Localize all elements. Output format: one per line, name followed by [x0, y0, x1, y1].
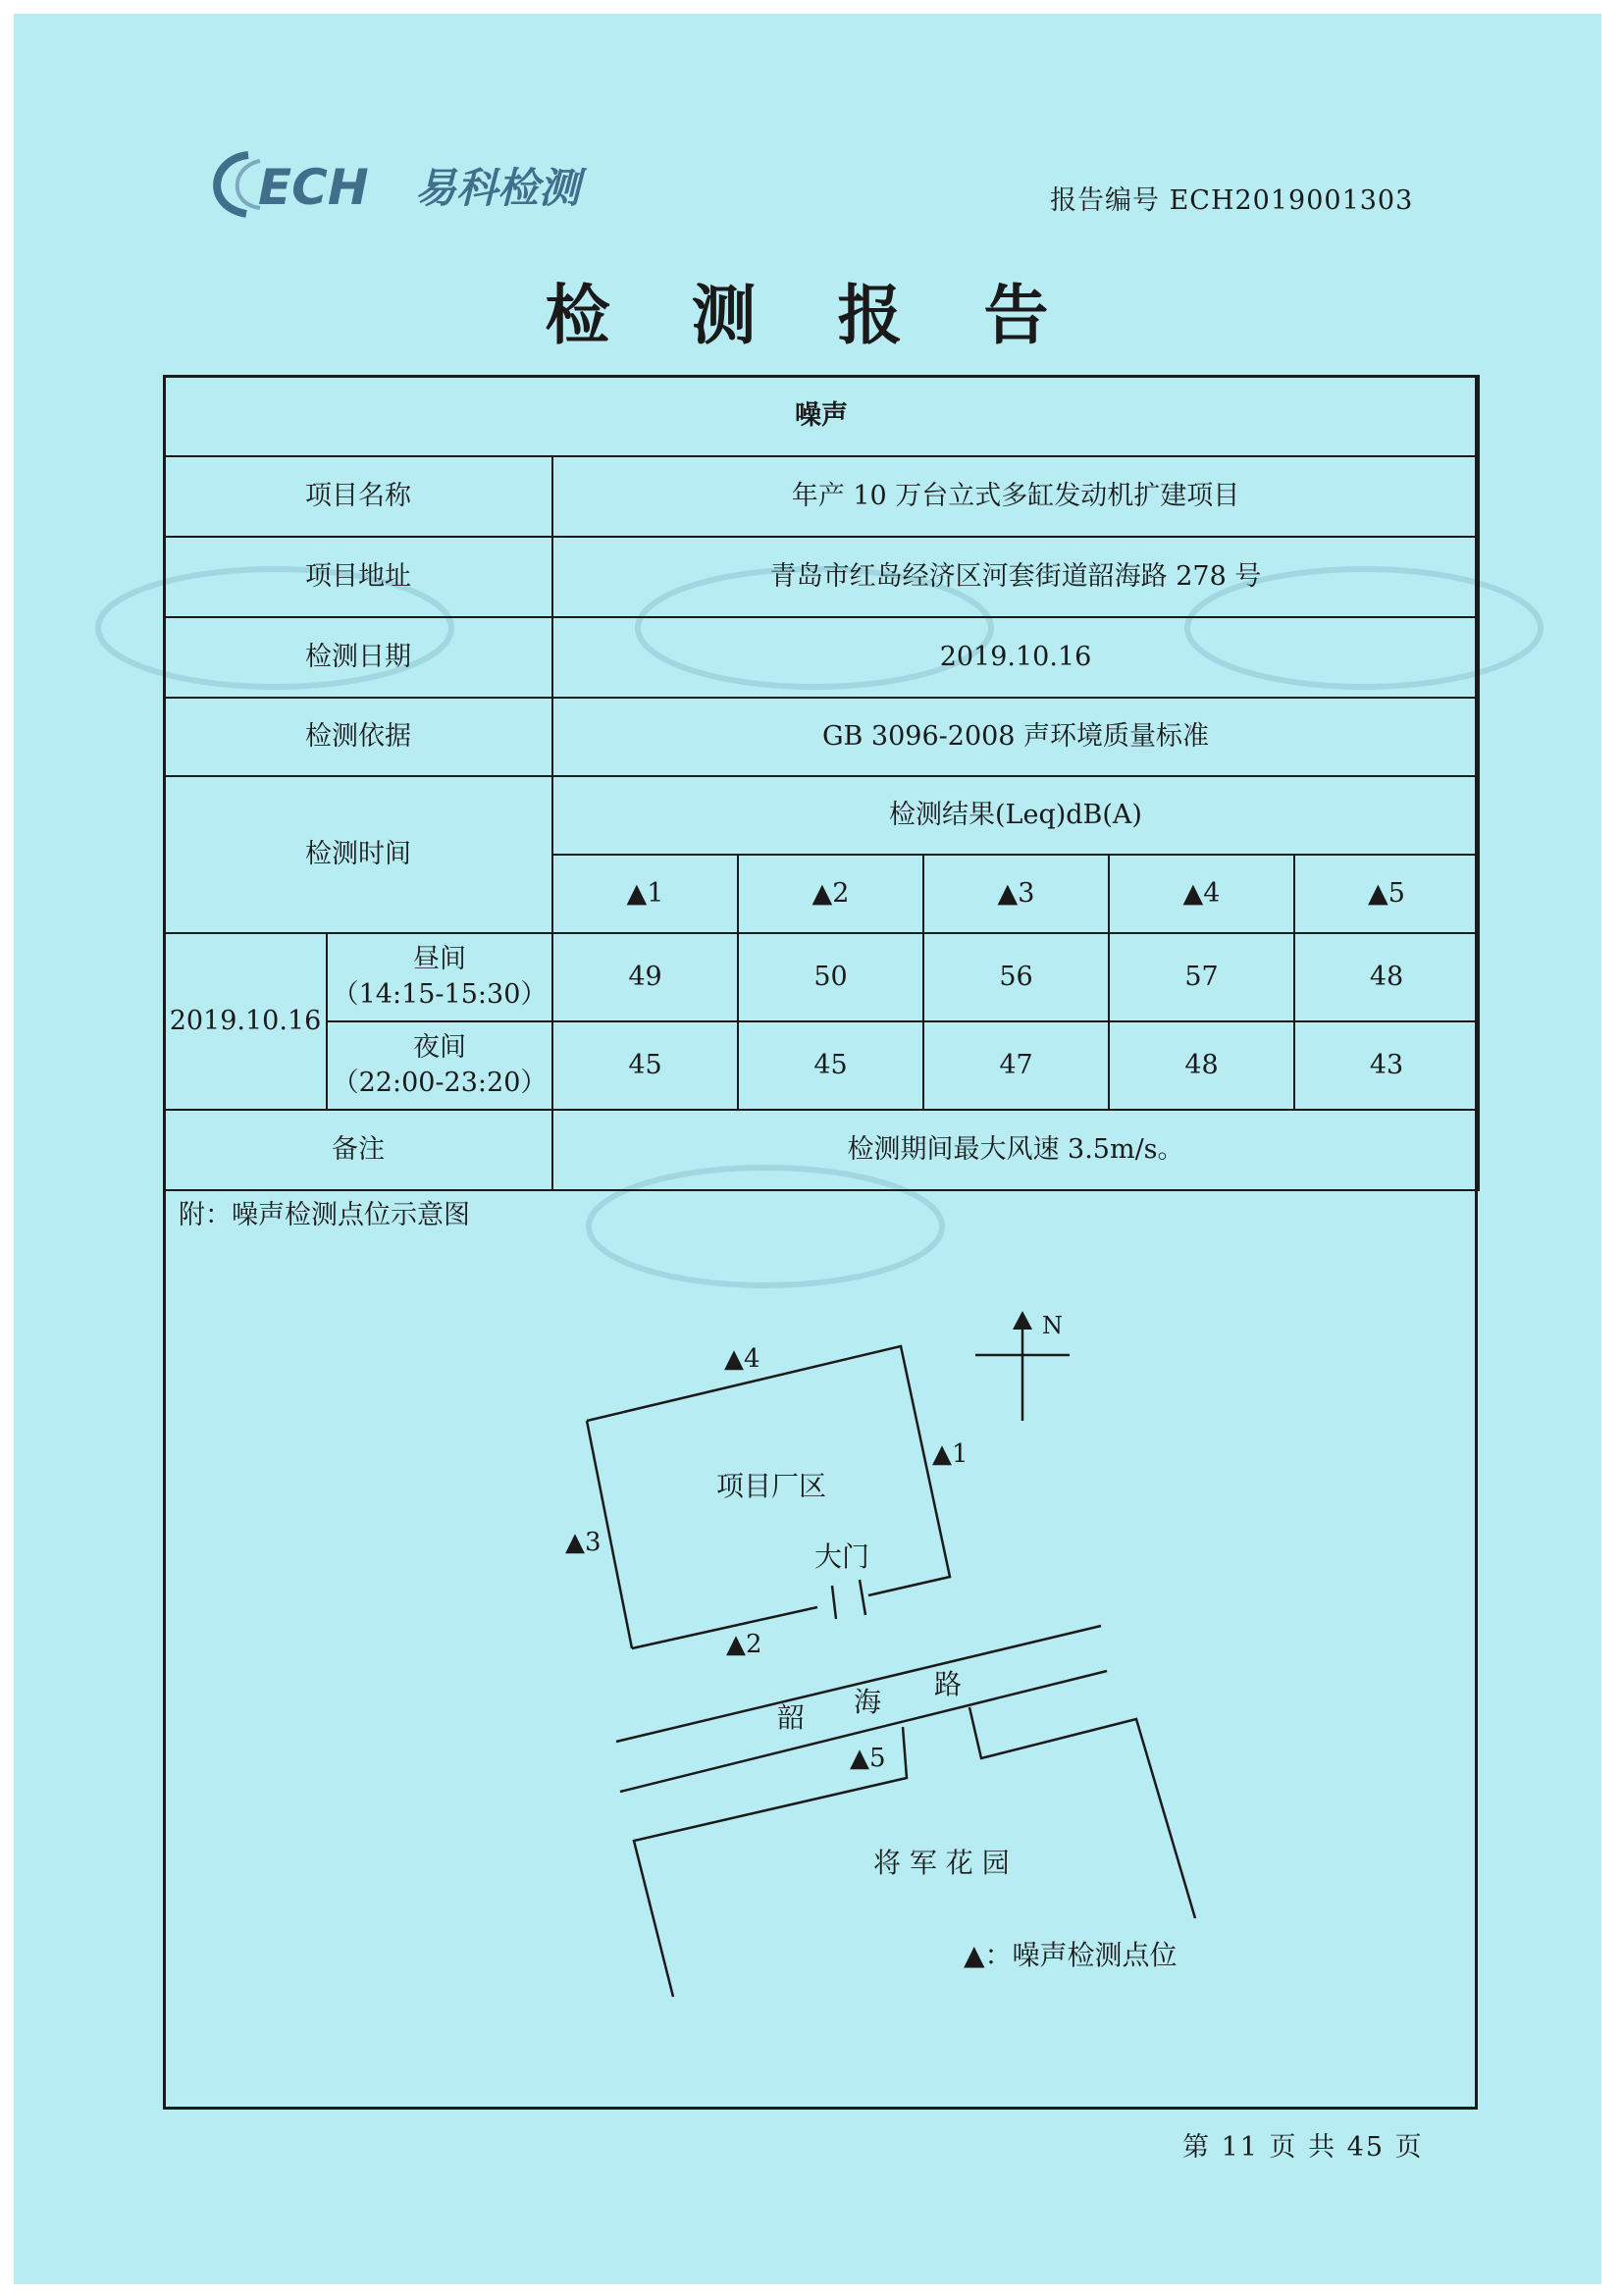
value-cell: 48 [1109, 1021, 1294, 1110]
north-label: N [1042, 1312, 1063, 1339]
test-time-label: 检测时间 [164, 776, 552, 933]
logo-chinese: 易科检测 [415, 164, 581, 212]
road-char: 韶 [777, 1701, 806, 1734]
test-date: 2019.10.16 [552, 617, 1479, 698]
marker-point-1: ▲1 [932, 1439, 969, 1469]
value-cell: 47 [923, 1021, 1109, 1110]
report-number: 报告编号 ECH2019001303 [1050, 185, 1414, 216]
value-cell: 43 [1294, 1021, 1479, 1110]
value-cell: 48 [1294, 933, 1479, 1021]
side-lane [969, 1707, 1195, 1918]
marker-point-3: ▲3 [565, 1528, 602, 1557]
remark: 检测期间最大风速 3.5m/s。 [552, 1110, 1479, 1190]
north-arrow-head [1013, 1311, 1032, 1330]
value-cell: 45 [552, 1021, 738, 1110]
marker-point-5: ▲5 [850, 1744, 886, 1773]
logo-text: ECH [258, 159, 369, 216]
period-name: 夜间 [413, 1031, 466, 1063]
page-footer: 第 11 页 共 45 页 [1182, 2132, 1424, 2163]
period-name: 昼间 [413, 943, 466, 974]
test-date-label: 检测日期 [164, 617, 552, 698]
point-header: ▲2 [738, 855, 923, 933]
gate-post [832, 1586, 836, 1619]
garden-label: 将 军 花 园 [873, 1847, 1010, 1879]
document-title: 检 测 报 告 [545, 278, 1078, 353]
gate-post [860, 1580, 865, 1615]
value-cell: 45 [738, 1021, 923, 1110]
value-cell: 49 [552, 933, 738, 1021]
road-char: 路 [934, 1668, 963, 1700]
gate-label: 大门 [814, 1540, 870, 1573]
value-cell: 56 [923, 933, 1109, 1021]
value-cell: 57 [1109, 933, 1294, 1021]
period-range: （22:00-23:20） [332, 1068, 548, 1098]
value-cell: 50 [738, 933, 923, 1021]
project-address-label: 项目地址 [164, 537, 552, 617]
project-name: 年产 10 万台立式多缸发动机扩建项目 [552, 456, 1479, 537]
point-header: ▲3 [923, 855, 1109, 933]
marker-point-4: ▲4 [724, 1344, 760, 1374]
project-name-label: 项目名称 [164, 456, 552, 537]
remark-label: 备注 [164, 1110, 552, 1190]
test-basis-label: 检测依据 [164, 698, 552, 776]
result-header: 检测结果(Leq)dB(A) [552, 776, 1479, 855]
point-header: ▲1 [552, 855, 738, 933]
attachment-label: 附：噪声检测点位示意图 [179, 1200, 470, 1230]
test-basis: GB 3096-2008 声环境质量标准 [552, 698, 1479, 776]
section-title: 噪声 [164, 376, 1479, 456]
point-header: ▲5 [1294, 855, 1479, 933]
factory-label: 项目厂区 [716, 1470, 827, 1502]
road-edge [616, 1626, 1101, 1742]
legend: ▲：噪声检测点位 [964, 1939, 1178, 1971]
period-range: （14:15-15:30） [332, 979, 548, 1010]
point-header: ▲4 [1109, 855, 1294, 933]
project-address: 青岛市红岛经济区河套街道韶海路 278 号 [552, 537, 1479, 617]
road-char: 海 [854, 1686, 882, 1718]
marker-point-2: ▲2 [726, 1630, 762, 1659]
measurement-date: 2019.10.16 [164, 933, 327, 1110]
